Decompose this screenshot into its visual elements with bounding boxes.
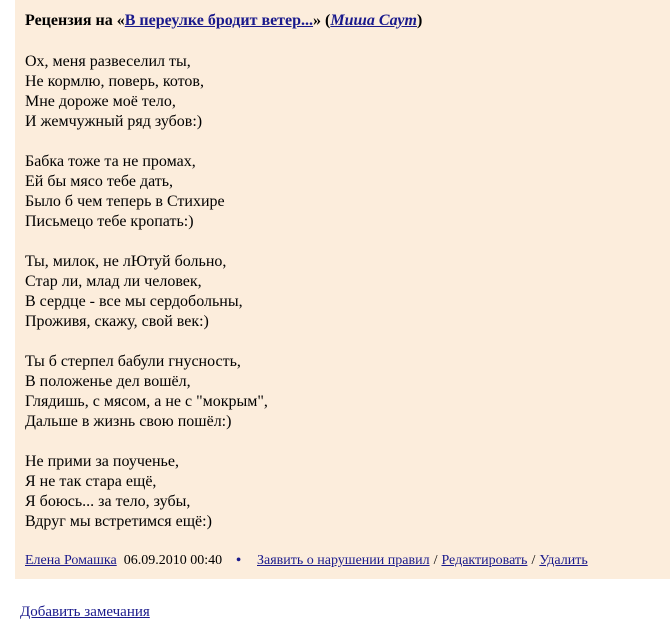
poem-line: Ей бы мясо тебе дать, [25, 173, 174, 190]
header-prefix: Рецензия на « [25, 12, 125, 29]
link-separator: / [531, 553, 536, 568]
header-suffix: » ( [313, 12, 331, 29]
poem-line: Я боюсь... за тело, зубы, [25, 493, 191, 510]
add-comment [20, 603, 150, 621]
stanza [25, 52, 268, 132]
work-author-link[interactable]: Миша Саут [330, 12, 417, 29]
work-title-link[interactable]: В переулке бродит ветер... [124, 12, 314, 29]
poem-line: Стар ли, млад ли человек, [25, 273, 202, 290]
stanza [25, 352, 268, 432]
poem-line: В положенье дел вошёл, [25, 373, 191, 390]
poem-line: Не кормлю, поверь, котов, [25, 73, 204, 90]
poem-line: Письмецо тебе кропать:) [25, 213, 194, 230]
add-comment-link[interactable]: Добавить замечания [20, 604, 150, 620]
delete-link[interactable]: Удалить [539, 553, 588, 568]
poem-line: В сердце - все мы сердобольны, [25, 293, 243, 310]
poem-line: Ох, меня развеселил ты, [25, 53, 191, 70]
poem-line: Не прими за поученье, [25, 453, 179, 470]
poem-line: Ты б стерпел бабули гнусность, [25, 353, 241, 370]
review-text [25, 52, 268, 552]
poem-line: Проживя, скажу, свой век:) [25, 313, 209, 330]
header-close: ) [416, 12, 423, 29]
poem-line: Бабка тоже та не промах, [25, 153, 196, 170]
poem-line: Дальше в жизнь свою пошёл:) [25, 413, 232, 430]
poem-line: Было б чем теперь в Стихире [25, 193, 225, 210]
stanza [25, 152, 268, 232]
review-box [15, 0, 670, 579]
link-separator: / [433, 553, 438, 568]
stanza [25, 452, 268, 532]
review-date: 06.09.2010 00:40 [123, 553, 223, 568]
report-violation-link[interactable]: Заявить о нарушении правил [257, 553, 430, 568]
poem-line: Глядишь, с мясом, а не с "мокрым", [25, 393, 268, 410]
poem-line: Ты, милок, не лЮтуй больно, [25, 253, 227, 270]
review-header [25, 11, 422, 31]
poem-line: Вдруг мы встретимся ещё:) [25, 513, 212, 530]
stanza [25, 252, 268, 332]
poem-line: Я не так стара ещё, [25, 473, 157, 490]
review-footer [25, 552, 588, 570]
poem-line: Мне дороже моё тело, [25, 93, 176, 110]
edit-link[interactable]: Редактировать [441, 553, 528, 568]
bullet-separator: • [236, 553, 241, 568]
poem-line: И жемчужный ряд зубов:) [25, 113, 203, 130]
reviewer-link[interactable]: Елена Ромашка [25, 553, 117, 568]
